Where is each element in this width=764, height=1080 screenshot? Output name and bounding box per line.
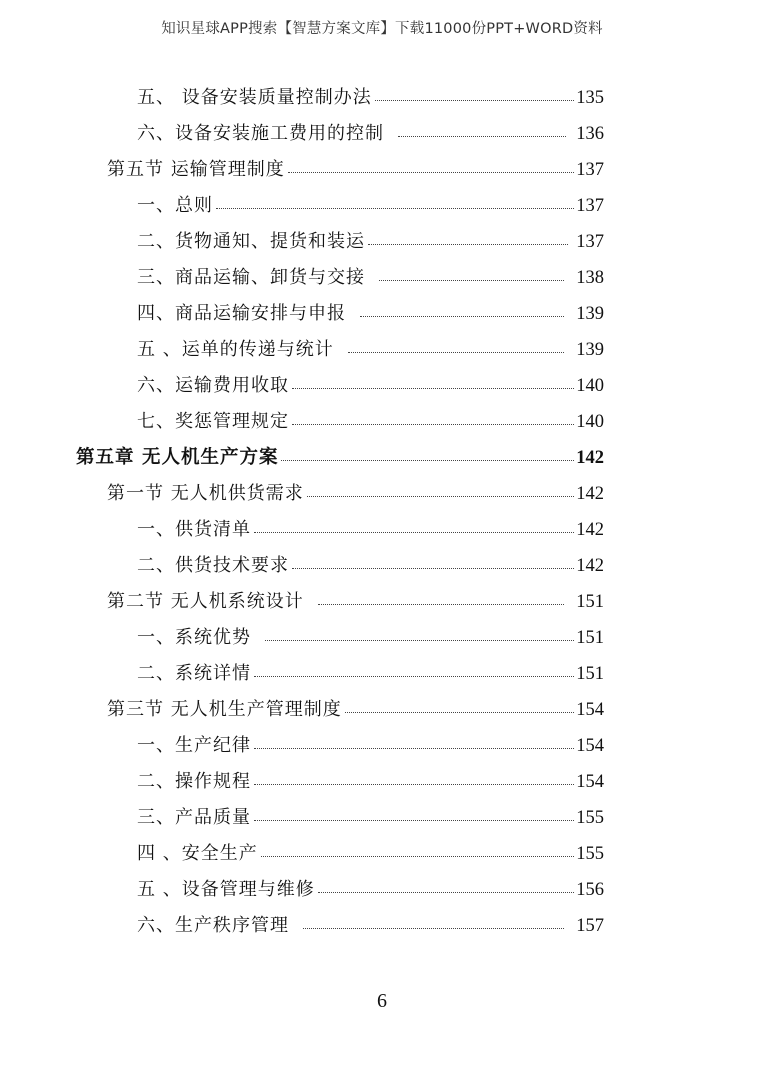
dot-leader	[375, 100, 575, 101]
dot-leader	[398, 136, 566, 137]
toc-entry-label: 二、系统详情	[137, 663, 251, 684]
toc-entry-page: 142	[576, 556, 604, 576]
toc-entry-label: 四 、安全生产	[137, 843, 258, 864]
dot-leader	[254, 676, 574, 677]
toc-entry[interactable]	[137, 548, 604, 584]
toc-entry-page: 139	[576, 304, 604, 324]
toc-entry-label: 一、总则	[137, 195, 213, 216]
toc-entry[interactable]	[137, 764, 604, 800]
toc-entry-label: 三、商品运输、卸货与交接	[137, 267, 365, 288]
toc-entry-page: 151	[576, 592, 604, 612]
dot-leader	[292, 424, 574, 425]
toc-entry-page: 157	[576, 916, 604, 936]
toc-entry[interactable]	[137, 260, 604, 296]
toc-entry[interactable]	[137, 188, 604, 224]
dot-leader	[360, 316, 564, 317]
dot-leader	[379, 280, 564, 281]
toc-entry[interactable]	[137, 332, 604, 368]
toc-entry-label: 五 、设备管理与维修	[137, 879, 315, 900]
dot-leader	[254, 748, 574, 749]
toc-entry-chapter[interactable]	[76, 440, 604, 476]
toc-entry-page: 142	[576, 448, 604, 468]
page-number: 6	[377, 990, 387, 1012]
toc-entry-page: 142	[576, 520, 604, 540]
dot-leader	[292, 568, 574, 569]
toc-entry[interactable]	[137, 368, 604, 404]
toc-entry-page: 156	[576, 880, 604, 900]
dot-leader	[303, 928, 564, 929]
page-header: 知识星球APP搜索【智慧方案文库】下载11000份PPT+WORD资料	[161, 21, 603, 37]
toc-entry-page: 151	[576, 628, 604, 648]
toc-entry-page: 154	[576, 700, 604, 720]
toc-entry[interactable]	[137, 908, 604, 944]
toc-entry-label: 第三节 无人机生产管理制度	[107, 699, 342, 720]
toc-entry-label: 一、系统优势	[137, 627, 251, 648]
toc-entry-label: 六、设备安装施工费用的控制	[137, 123, 384, 144]
dot-leader	[345, 712, 575, 713]
toc-entry[interactable]	[137, 620, 604, 656]
dot-leader	[216, 208, 574, 209]
toc-entry-page: 151	[576, 664, 604, 684]
toc-entry[interactable]	[137, 404, 604, 440]
toc-entry-page: 137	[576, 160, 604, 180]
dot-leader	[368, 244, 568, 245]
toc-entry-page: 137	[576, 232, 604, 252]
toc-entry-label: 六、生产秩序管理	[137, 915, 289, 936]
toc-entry[interactable]	[137, 512, 604, 548]
dot-leader	[348, 352, 565, 353]
toc-entry-page: 135	[576, 88, 604, 108]
toc-entry-label: 六、运输费用收取	[137, 375, 289, 396]
toc-entry-page: 155	[576, 844, 604, 864]
toc-entry-label: 一、供货清单	[137, 519, 251, 540]
dot-leader	[265, 640, 574, 641]
toc-entry-page: 154	[576, 772, 604, 792]
toc-entry-label: 二、操作规程	[137, 771, 251, 792]
toc-entry-label: 一、生产纪律	[137, 735, 251, 756]
toc-entry-label: 三、产品质量	[137, 807, 251, 828]
toc-entry-page: 136	[576, 124, 604, 144]
dot-leader	[281, 460, 574, 461]
dot-leader	[288, 172, 575, 173]
toc-entry-label: 五 、运单的传递与统计	[137, 339, 334, 360]
dot-leader	[307, 496, 575, 497]
toc-entry[interactable]	[137, 80, 604, 116]
toc-entry[interactable]	[137, 800, 604, 836]
dot-leader	[261, 856, 575, 857]
dot-leader	[254, 532, 574, 533]
toc-entry-label: 四、商品运输安排与申报	[137, 303, 346, 324]
toc-entry[interactable]	[137, 224, 604, 260]
toc-entry[interactable]	[107, 692, 604, 728]
toc-entry-label: 五、 设备安装质量控制办法	[137, 87, 372, 108]
toc-entry-page: 154	[576, 736, 604, 756]
dot-leader	[254, 820, 574, 821]
toc-entry-label: 二、货物通知、提货和装运	[137, 231, 365, 252]
toc-entry-page: 140	[576, 376, 604, 396]
dot-leader	[292, 388, 574, 389]
toc-entry-label: 第二节 无人机系统设计	[107, 591, 304, 612]
toc-entry-label: 第五节 运输管理制度	[107, 159, 285, 180]
toc-entry[interactable]	[137, 836, 604, 872]
toc-entry-label: 第一节 无人机供货需求	[107, 483, 304, 504]
toc-entry-page: 142	[576, 484, 604, 504]
toc-entry[interactable]	[107, 152, 604, 188]
toc-entry-page: 137	[576, 196, 604, 216]
dot-leader	[318, 892, 575, 893]
toc-entry[interactable]	[137, 296, 604, 332]
dot-leader	[318, 604, 565, 605]
toc-entry-label: 七、奖惩管理规定	[137, 411, 289, 432]
toc-entry[interactable]	[107, 584, 604, 620]
toc-entry[interactable]	[137, 656, 604, 692]
toc-entry[interactable]	[107, 476, 604, 512]
dot-leader	[254, 784, 574, 785]
toc-entry[interactable]	[137, 728, 604, 764]
toc-entry-page: 140	[576, 412, 604, 432]
toc-entry-label: 二、供货技术要求	[137, 555, 289, 576]
toc-entry[interactable]	[137, 872, 604, 908]
toc-entry-label: 第五章 无人机生产方案	[76, 447, 279, 468]
toc-entry-page: 139	[576, 340, 604, 360]
toc-entry-page: 138	[576, 268, 604, 288]
toc-entry[interactable]	[137, 116, 604, 152]
toc-entry-page: 155	[576, 808, 604, 828]
